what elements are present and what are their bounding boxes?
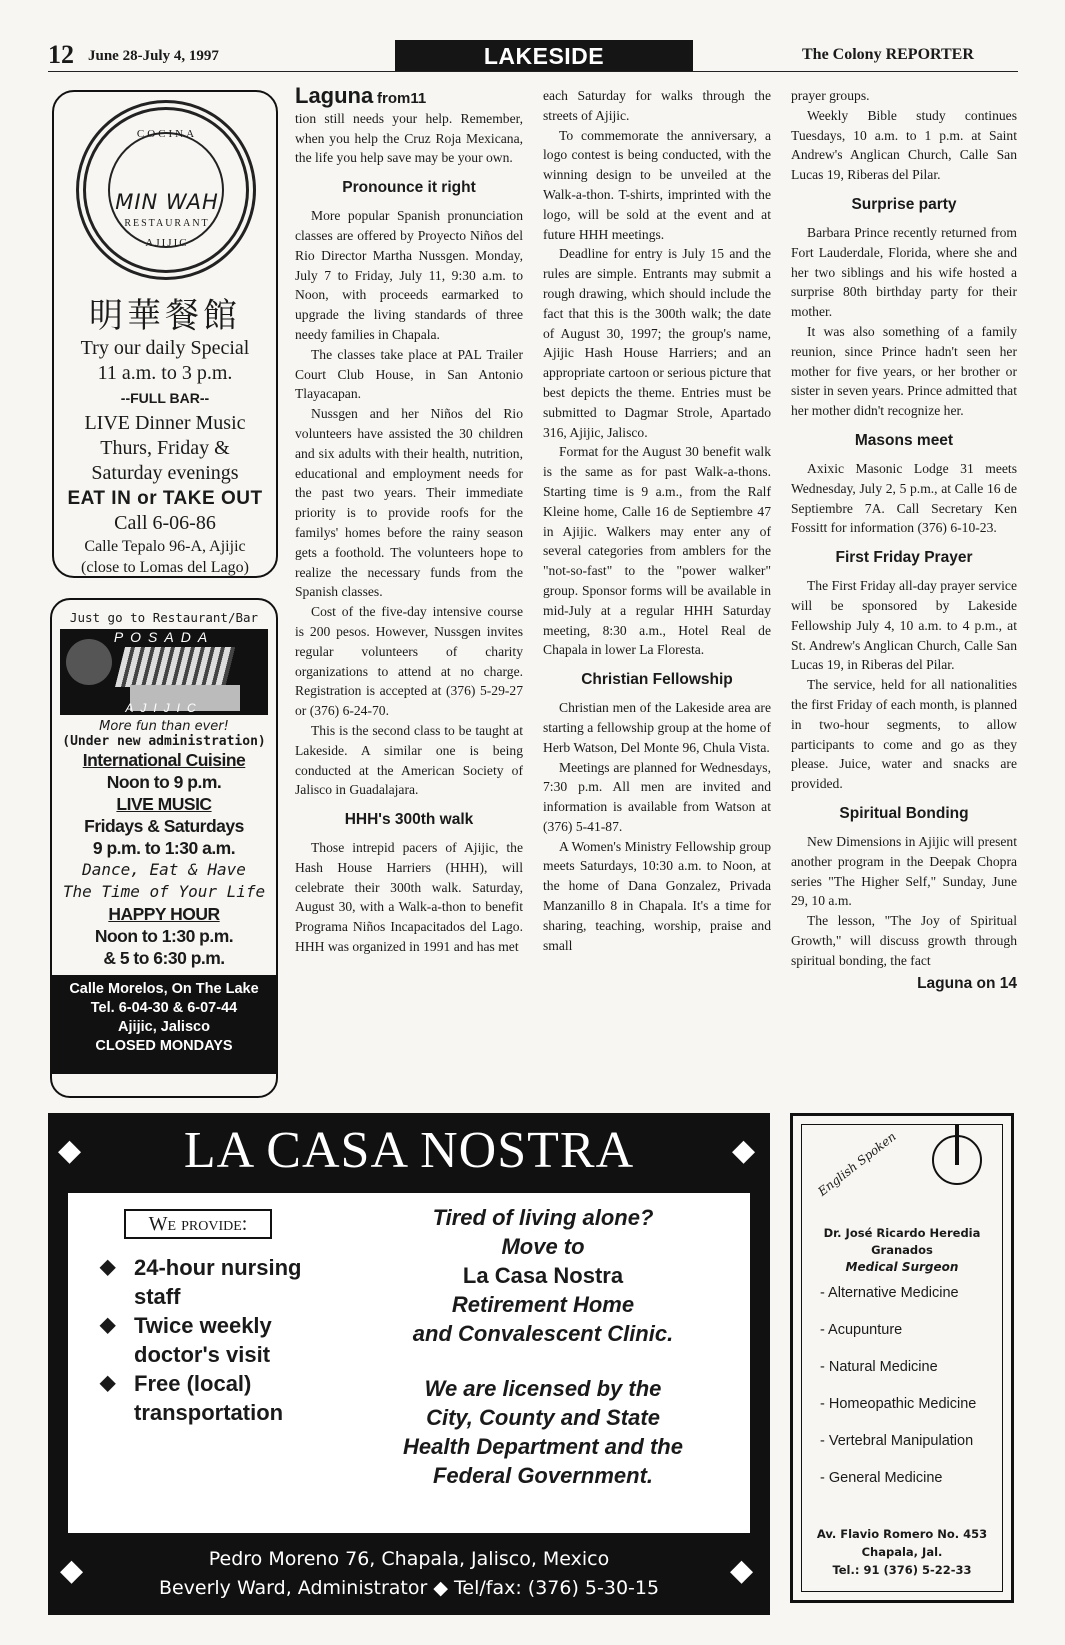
list-item: ◆ 24-hour nursing staff [100,1255,302,1309]
provide-list [100,1253,310,1427]
tree-graphic [66,639,112,685]
more-fun: More fun than ever! [99,719,229,734]
logo-name: MIN WAH [115,190,219,214]
ad-min-wah [52,90,278,578]
list-item: ◆ Twice weekly doctor's visit [100,1313,272,1367]
paragraph: More popular Spanish pronunciation classes are offered by Proyecto Niños del Rio Director Martha Nussgen. Monday, July 7 to Friday, July 11, 9:30 a.m. to Noon, with proceeds earmarked to upgrade the living standards of three needy families in Chapala. [295,208,523,342]
just-go-text: Just go to Restaurant/Bar [69,610,259,625]
roof-graphic [115,647,235,687]
paragraph: The First Friday all-day prayer service will be sponsored by Lakeside Fellowship July 4, 10 a.m. to 4 p.m., at St. Andrew's Anglican Church, Calle San Lucas 19, in Riberas del Pilar. [791,578,1017,673]
casa-contact: Beverly Ward, Administrator ◆ Tel/fax: (376) 5-30-15 [158,1577,660,1599]
casa-address: Pedro Moreno 76, Chapala, Jalisco, Mexico [208,1548,610,1570]
dance-line-1: Dance, Eat & Have [82,860,246,879]
diamond-icon: ◆ [58,1134,82,1167]
issue-date: June 28-July 4, 1997 [88,48,219,64]
casa-title: LA CASA NOSTRA [183,1122,635,1179]
doctor-address [802,1525,1002,1579]
msg-line: Health Department and the [403,1434,683,1459]
address-line: Av. Flavio Romero No. 453 [816,1527,988,1541]
cuisine-heading: International Cuisine [82,750,246,770]
list-item: - Homeopathic Medicine [820,1396,977,1412]
paragraph: Those intrepid pacers of Ajijic, the Hash House Harriers (HHH), will celebrate their 300th walk. Saturday, August 30, with a Walk-a-thon to benefit Programa Niños Incapacitados del Lago. HHH was organized in 1991 and has met [295,840,523,955]
list-item: - Alternative Medicine [820,1285,959,1301]
posada-sign: POSADA [113,629,215,645]
phone-line: Tel.: 91 (376) 5-22-33 [832,1563,972,1577]
posada-phone: Tel. 6-04-30 & 6-07-44 [90,1000,238,1016]
msg-line: La Casa Nostra [462,1263,624,1288]
happy-hour-2: & 5 to 6:30 p.m. [103,948,225,968]
jump-line[interactable]: Laguna on 14 [917,975,1017,993]
paragraph: The lesson, "The Joy of Spiritual Growth," will discuss growth through spiritual bonding, the fact [791,913,1017,968]
newspaper-name: The Colony REPORTER [802,46,974,63]
paragraph: It was also something of a family reunion, since Prince hadn't seen her mother for five years, or her brother or sister in seven years. Prince admitted that her mother didn't recognize her. [791,323,1017,419]
paragraph: tion still needs your help. Remember, when you help the Cruz Roja Mexicana, the life you help save may be your own. [295,110,523,166]
section-banner: LAKESIDE [395,40,693,72]
paragraph: Barbara Prince recently returned from Fort Lauderdale, Florida, where she and her two siblings and his wife hosted a surprise 80th birthday party for their mother. [791,224,1017,320]
paragraph: Deadline for entry is July 15 and the rules are simple. Entrants may submit a rough drawing, which should include the fact that this is the 300th walk; the date of August 30, 1997; the group's name, Ajijic Hash House Harriers; and an appropriate cartoon or serious picture that best depicts the theme. Entries must be submitted to Dagmar Strole, Apartado 316, Ajijic, Jalisco. [543,246,771,440]
ajijic-sign: AJIJIC [125,701,203,715]
posada-closed: CLOSED MONDAYS [95,1038,233,1054]
paragraph: Weekly Bible study continues Tuesdays, 10 a.m. to 1 p.m. at Saint Andrew's Anglican Church, Calle San Lucas 19, Riberas del Pilar. [791,107,1017,183]
kicker-from: from11 [377,90,427,107]
doctor-title: Medical Surgeon [845,1260,959,1274]
paragraph: To commemorate the anniversary, a logo contest is being conducted, with the winning design to be unveiled at the Walk-a-thon. T-shirts, imprinted with the logo, will be sold at the event and at future HHH meetings. [543,127,771,242]
eat-in-take-out: EAT IN or TAKE OUT [67,488,263,509]
paragraph: A Women's Ministry Fellowship group meets Saturdays, 10:30 a.m. to Noon, at the home of Dana Gonzalez, Privada Manzanillo 8 in Chapala. It's a time for sharing, teaching, worship, praise and small [543,838,771,953]
casa-panel [68,1193,750,1533]
list-item: - General Medicine [820,1470,943,1486]
english-spoken-ribbon: English Spoken [815,1129,899,1199]
article-column-2 [543,86,771,955]
services-list [820,1275,996,1497]
list-item: ◆ Free (local) transportation [100,1371,284,1425]
casa-message [348,1203,738,1490]
diamond-bullet-icon: ◆ [100,1372,116,1394]
logo-sub-text: RESTAURANT [124,218,210,229]
happy-hour-heading: HAPPY HOUR [108,904,220,924]
logo-town-text: AJIJIC [145,237,189,249]
casa-footer [48,1545,770,1603]
paragraph: Christian men of the Lakeside area are starting a fellowship group at the home of Herb Watson, Del Monte 96, Chula Vista. [543,700,771,755]
kicker-title: Laguna [295,83,374,108]
msg-line: Federal Government. [432,1463,654,1488]
chinese-name: 明華餐館 [89,298,241,335]
subhead-friday: First Friday Prayer [835,549,973,567]
paragraph: prayer groups. [791,88,870,103]
paragraph: The service, held for all nationalities the first Friday of each month, is planned in two-hour segments, to allow participants to come and go as they please. Juice, water and snacks are provided. [791,677,1017,792]
diamond-bullet-icon: ◆ [100,1314,116,1336]
list-item: - Natural Medicine [820,1359,938,1375]
ad-la-casa-nostra [48,1113,770,1615]
msg-line: City, County and State [426,1405,660,1430]
page-number: 12 [48,40,74,69]
ad-min-wah-body [54,336,276,578]
doctor-name: Dr. José Ricardo Heredia Granados [823,1226,981,1257]
subhead-christian: Christian Fellowship [581,671,733,689]
paragraph: The classes take place at PAL Trailer Court Club House, in San Antonio Tlayacapan. [295,346,523,402]
ad-doctor [790,1113,1014,1603]
diamond-icon: ◆ [60,1554,84,1587]
msg-line: We are licensed by the [424,1376,662,1401]
ad-posada-ajijic [50,598,278,1098]
list-item: - Vertebral Manipulation [820,1433,974,1449]
logo-top-text: COCINA [136,128,198,140]
subhead-spiritual: Spiritual Bonding [839,804,969,822]
diamond-icon: ◆ [730,1554,754,1587]
music-days: Fridays & Saturdays [84,816,244,836]
msg-line: Retirement Home [451,1292,635,1317]
header-rule [48,71,1018,72]
subhead-surprise: Surprise party [851,195,957,213]
diamond-bullet-icon: ◆ [100,1256,116,1278]
address-note: (close to Lomas del Lago) [81,559,249,576]
doctor-name-block [802,1225,1002,1276]
live-music: LIVE Dinner Music [84,412,246,434]
happy-hour-1: Noon to 1:30 p.m. [94,926,234,946]
paragraph: Axixic Masonic Lodge 31 meets Wednesday, July 2, 5 p.m., at Calle 16 de Septiembre 7A. Call Secretary Ken Fossitt for information (376) 6-10-23. [791,460,1017,536]
music-days: Thurs, Friday & [100,437,230,459]
msg-line: Move to [501,1234,585,1259]
daily-special: Try our daily Special [80,337,250,359]
doctor-inner-frame [801,1124,1003,1592]
full-bar: --FULL BAR-- [120,390,210,406]
medical-emblem-icon [932,1135,982,1185]
continued-kicker [295,83,523,109]
subhead-pronounce: Pronounce it right [342,179,476,197]
posada-town: Ajijic, Jalisco [118,1019,210,1035]
music-hours: 9 p.m. to 1:30 a.m. [92,838,236,858]
subhead-masons: Masons meet [854,431,954,449]
msg-line: Tired of living alone? [432,1205,654,1230]
paragraph: Meetings are planned for Wednesdays, 7:30 p.m. All men are invited and information is available from Watson at (376) 5-41-87. [543,759,771,834]
msg-line: and Convalescent Clinic. [412,1321,674,1346]
list-item: - Acupunture [820,1322,903,1338]
address: Calle Tepalo 96-A, Ajijic [84,538,246,555]
cuisine-hours: Noon to 9 p.m. [106,772,222,792]
subhead-hhh: HHH's 300th walk [344,811,474,829]
new-administration: (Under new administration) [62,734,266,749]
special-hours: 11 a.m. to 3 p.m. [97,362,233,384]
paragraph: Cost of the five-day intensive course is 200 pesos. However, Nussgen invites regular volunteers of charity organizations to attend at no charge. Registration is accepted at (376) 5-29-27 or (376) 6-24-70. [295,604,523,719]
paragraph: New Dimensions in Ajijic will present another program in the Deepak Chopra series "The Higher Self," Sunday, June 29, 10 a.m. [791,833,1017,909]
paragraph: each Saturday for walks through the streets of Ajijic. [543,88,771,123]
paragraph: Format for the August 30 benefit walk is the same as for past Walk-a-thons. Starting time is 9 a.m., from the Ralf Kleine home, Calle 16 de Septiembre 47 in Ajijic. Walkers may enter any of several categories from amblers for the "not-so-fast" to the "power walker" group. Sponsor forms will be available in mid-July at a regular HHH Saturday meeting, 8:30 a.m., Hotel Real de Chapala in lower La Floresta. [543,444,771,658]
music-evenings: Saturday evenings [91,462,239,484]
live-music-heading: LIVE MUSIC [116,794,212,814]
we-provide-box: We provide: [124,1209,272,1239]
article-column-1 [295,83,523,957]
paragraph: This is the second class to be taught at Lakeside. A similar one is being conducted at the American Society of Jalisco in Guadalajara. [295,722,523,798]
diamond-icon: ◆ [732,1134,756,1167]
article-column-3 [791,86,1017,994]
posada-illustration [60,629,268,715]
posada-contact-block [52,975,276,1074]
paragraph: Nussgen and her Niños del Rio volunteers have assisted the 30 children and six adults with their health, nutrition, educational and employment needs for the past two years. Their immediate priority is to provide roofs for the familys' homes before the rainy season gets a foothold. The volunteers hope to realize the necessary funds from the Spanish classes. [295,406,523,600]
address-line: Chapala, Jal. [861,1545,943,1559]
dance-line-2: The Time of Your Life [62,882,266,901]
posada-address: Calle Morelos, On The Lake [69,981,259,997]
phone: Call 6-06-86 [114,512,216,534]
